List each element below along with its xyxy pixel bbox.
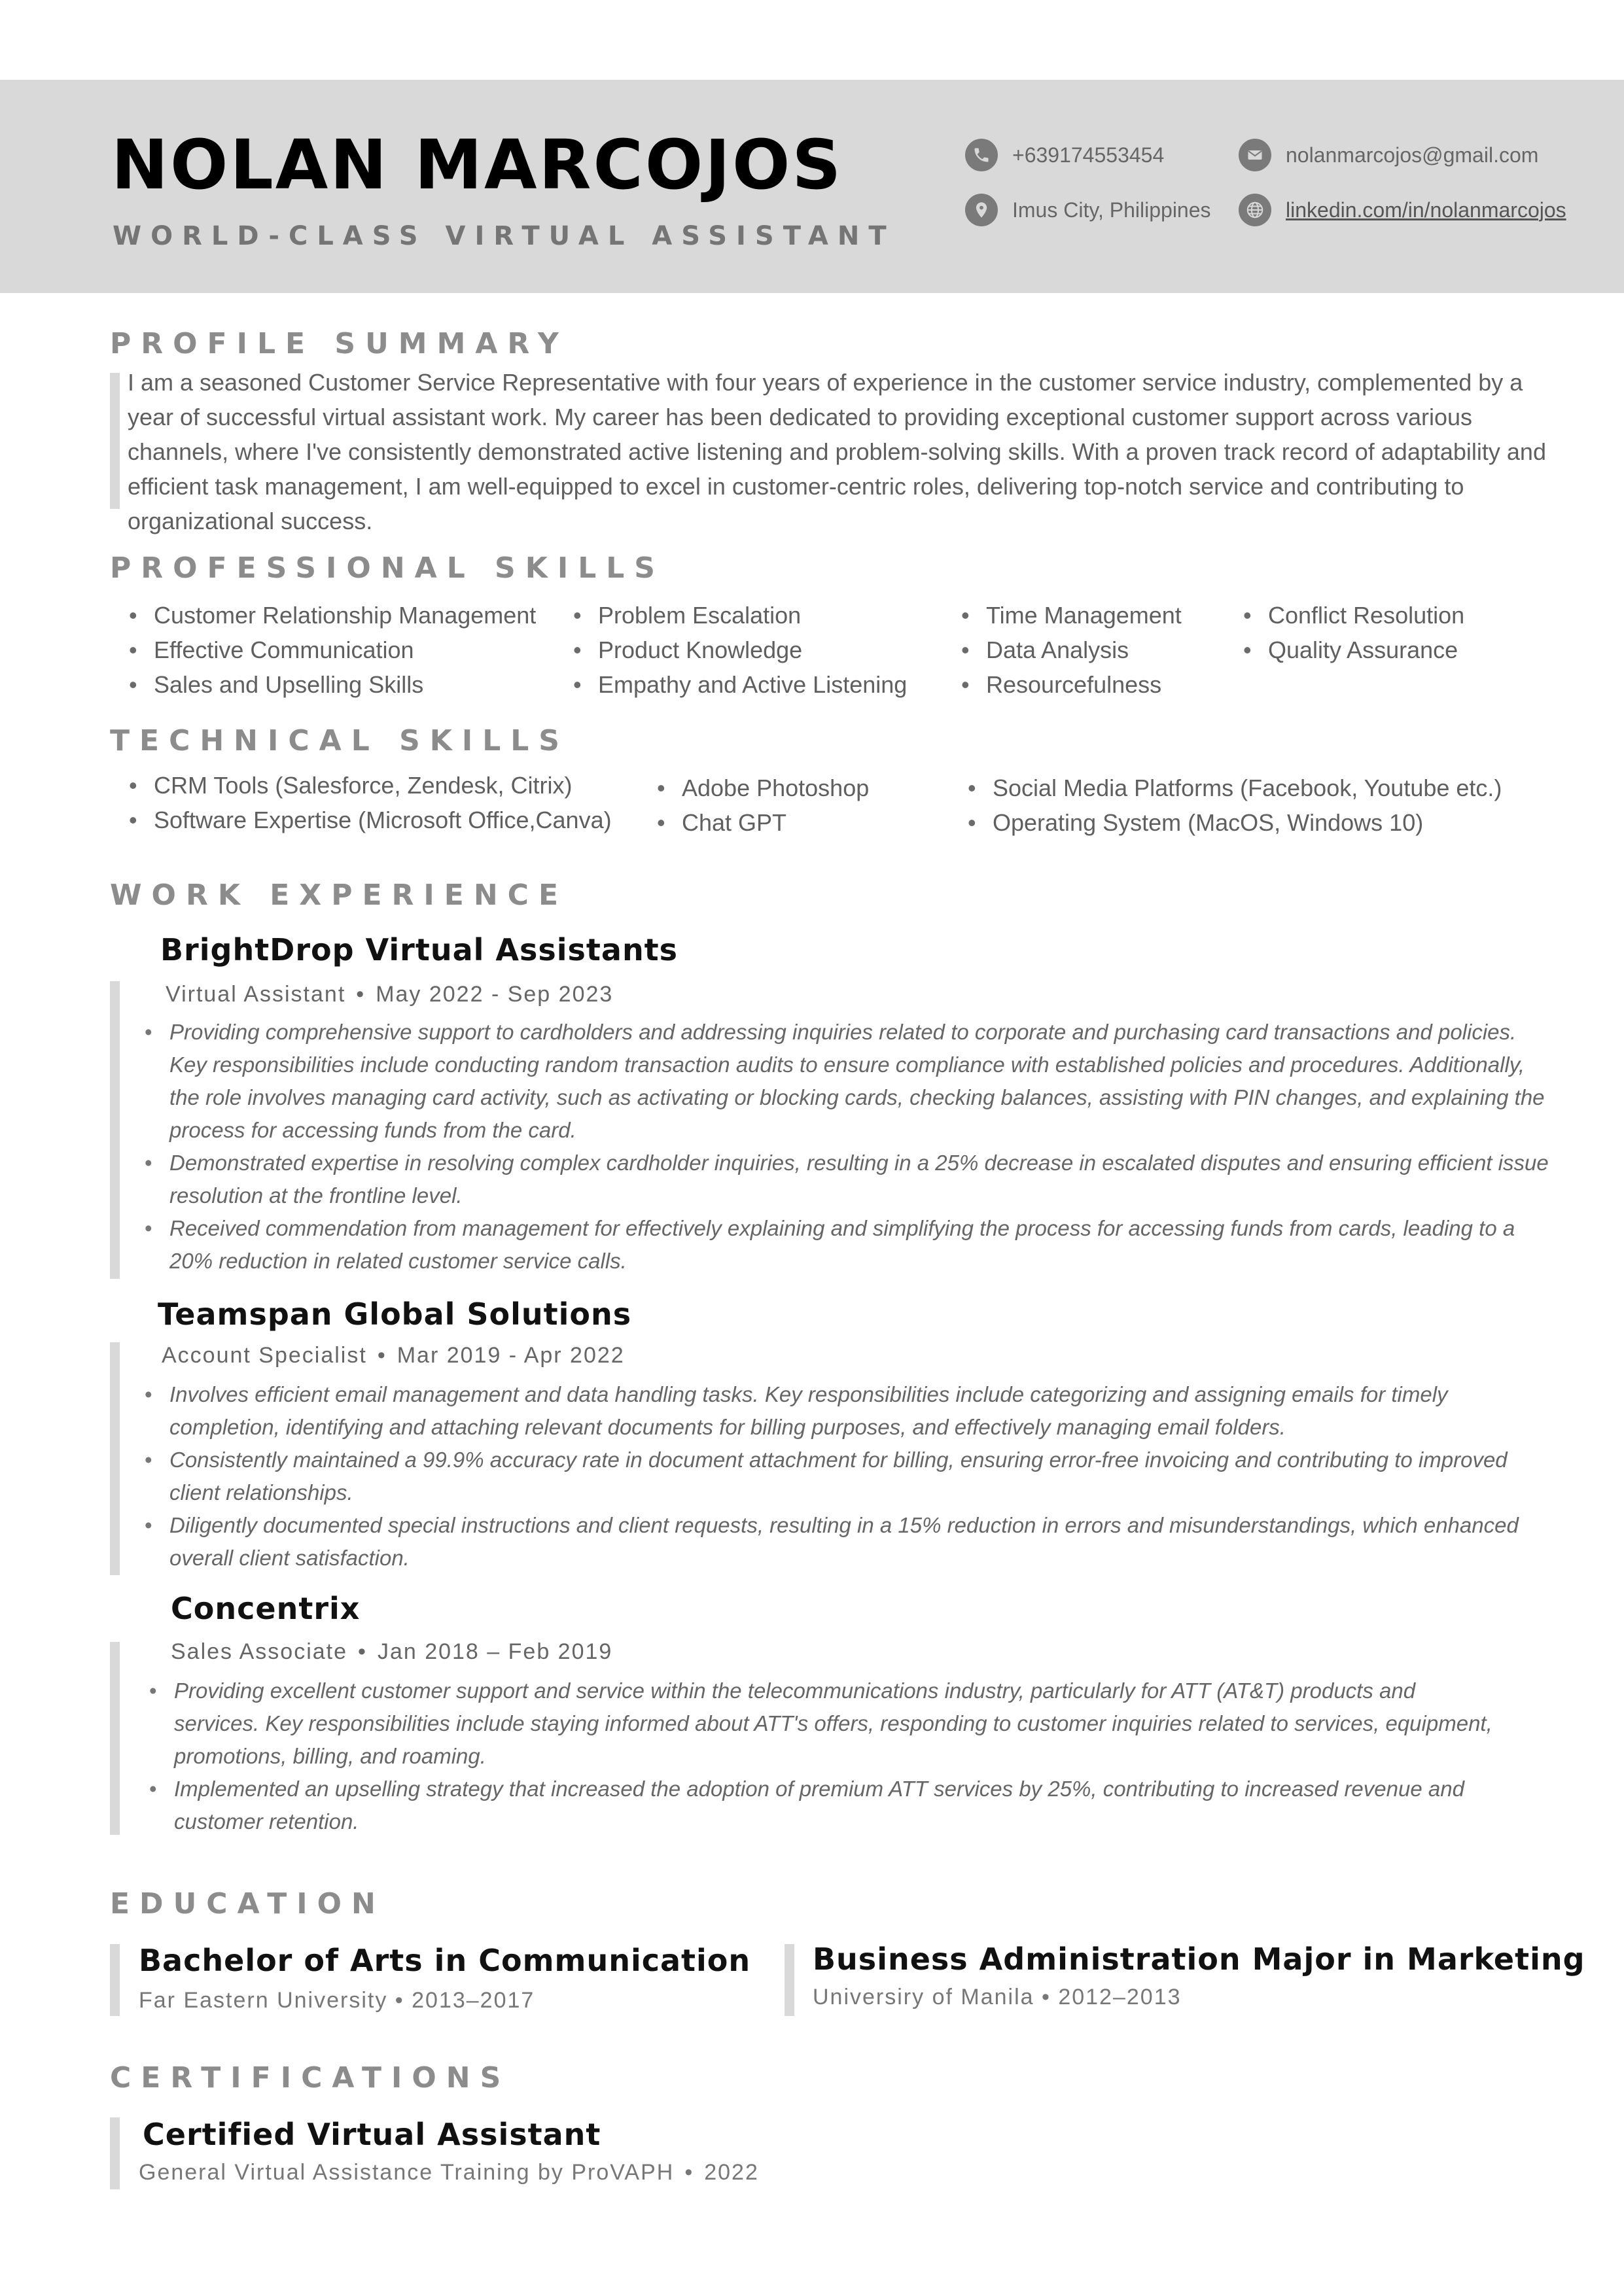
technical-skills-col-3: [966, 771, 1502, 840]
professional-skills-col-3: [960, 598, 1182, 702]
skill-item: • Empathy and Active Listening: [572, 667, 907, 702]
job-bullet: • Demonstrated expertise in resolving complex cardholder inquiries, resulting in a 25% decrease in escalated disputes and ensuring efficient issue resolution at the frontline level.: [139, 1147, 1559, 1212]
professional-skills-col-4: [1242, 598, 1464, 667]
job-bullet: • Consistently maintained a 99.9% accuracy rate in document attachment for billing, ensuring error-free invoicing and contributing to improved client relationships.: [139, 1444, 1546, 1509]
job-bullet: • Diligently documented special instructions and client requests, resulting in a 15% reduction in errors and misunderstandings, which enhanced overall client satisfaction.: [139, 1509, 1546, 1574]
job-bullets: [139, 1378, 1546, 1574]
skill-item: • Data Analysis: [960, 633, 1182, 667]
contact-location: [965, 194, 1211, 226]
phone-text: +639174553454: [1012, 143, 1165, 167]
education-meta: Far Eastern University • 2013–2017: [139, 1988, 535, 2013]
job-role: Account Specialist: [162, 1343, 367, 1368]
separator-dot: •: [684, 2160, 694, 2185]
skill-item: • Sales and Upselling Skills: [128, 667, 536, 702]
separator-dot: •: [377, 1343, 387, 1368]
education-heading: EDUCATION: [110, 1887, 385, 1921]
linkedin-link[interactable]: linkedin.com/in/nolanmarcojos: [1286, 198, 1566, 222]
candidate-name: NOLAN MARCOJOS: [111, 125, 843, 205]
education-bar: [785, 1944, 794, 2016]
skill-item: • CRM Tools (Salesforce, Zendesk, Citrix): [128, 768, 612, 803]
skill-item: • Conflict Resolution: [1242, 598, 1464, 633]
contact-linkedin: [1239, 194, 1566, 226]
certifications-heading: CERTIFICATIONS: [110, 2061, 511, 2095]
job-bullets: [144, 1675, 1498, 1838]
contact-email: [1239, 139, 1538, 171]
job-bullets: [139, 1016, 1559, 1278]
job-role: Virtual Assistant: [166, 982, 346, 1007]
envelope-icon: [1239, 139, 1271, 171]
work-experience-heading: WORK EXPERIENCE: [110, 878, 568, 912]
job-dates: Mar 2019 - Apr 2022: [397, 1343, 625, 1368]
skill-item: • Operating System (MacOS, Windows 10): [966, 805, 1502, 840]
profile-summary-heading: PROFILE SUMMARY: [110, 327, 569, 360]
skill-item: • Problem Escalation: [572, 598, 907, 633]
degree-title: Bachelor of Arts in Communication: [139, 1943, 751, 1978]
professional-skills-col-1: [128, 598, 536, 702]
job-bullet: • Involves efficient email management and data handling tasks. Key responsibilities include categorizing and assigning emails for timely completion, identifying and attaching relevant documents for billing purposes, and effectively managing email folders.: [139, 1378, 1546, 1444]
separator-dot: •: [356, 982, 366, 1007]
job-meta: [171, 1639, 612, 1665]
skill-item: • Software Expertise (Microsoft Office,Canva): [128, 803, 612, 837]
technical-skills-heading: TECHNICAL SKILLS: [110, 724, 569, 757]
certification-meta: [139, 2160, 759, 2185]
skill-item: • Quality Assurance: [1242, 633, 1464, 667]
school-name: Universiry of Manila: [813, 1985, 1034, 2009]
job-role: Sales Associate: [171, 1639, 348, 1664]
separator-dot: •: [358, 1639, 367, 1664]
email-text[interactable]: nolanmarcojos@gmail.com: [1286, 143, 1539, 167]
job-bullet: • Implemented an upselling strategy that increased the adoption of premium ATT services by 25%, contributing to increased revenue and customer retention.: [144, 1773, 1498, 1838]
skill-item: • Adobe Photoshop: [656, 771, 869, 805]
education-years: 2012–2013: [1058, 1985, 1182, 2009]
job-meta: [162, 1343, 625, 1368]
job-dates: Jan 2018 – Feb 2019: [377, 1639, 613, 1664]
education-meta: Universiry of Manila • 2012–2013: [813, 1985, 1182, 2009]
company-name: Concentrix: [171, 1591, 361, 1626]
technical-skills-col-2: [656, 771, 869, 840]
certification-title: Certified Virtual Assistant: [143, 2117, 601, 2152]
certification-issuer: General Virtual Assistance Training by ProVAPH: [139, 2160, 675, 2185]
skill-item: • Time Management: [960, 598, 1182, 633]
skill-item: • Chat GPT: [656, 805, 869, 840]
location-text: Imus City, Philippines: [1012, 198, 1211, 222]
phone-icon: [965, 139, 998, 171]
contact-phone: [965, 139, 1164, 171]
skill-item: • Resourcefulness: [960, 667, 1182, 702]
skill-item: • Customer Relationship Management: [128, 598, 536, 633]
job-dates: May 2022 - Sep 2023: [376, 982, 614, 1007]
profile-summary-text: I am a seasoned Customer Service Representative with four years of experience in the customer service industry, complemented by a year of successful virtual assistant work. My career has been dedicated to providing exceptional customer support across various channels, where I've consistently demonstrated active listening and problem-solving skills. With a proven track record of adaptability and efficient task management, I am well-equipped to excel in customer-centric roles, delivering top-notch service and contributing to organizational success.: [128, 369, 1546, 534]
map-pin-icon: [965, 194, 998, 226]
certification-year: 2022: [704, 2160, 759, 2185]
job-meta: [166, 982, 613, 1007]
job-bar: [110, 1642, 120, 1835]
skill-item: • Product Knowledge: [572, 633, 907, 667]
job-bullet: • Received commendation from management for effectively explaining and simplifying the process for accessing funds from cards, leading to a 20% reduction in related customer service calls.: [139, 1212, 1559, 1278]
company-name: BrightDrop Virtual Assistants: [160, 932, 679, 967]
candidate-title: WORLD-CLASS VIRTUAL ASSISTANT: [113, 221, 896, 251]
technical-skills-col-1: [128, 768, 612, 837]
skill-item: • Social Media Platforms (Facebook, Youtube etc.): [966, 771, 1502, 805]
job-bullet: • Providing excellent customer support and service within the telecommunications industry, particularly for ATT (AT&T) products and services. Key responsibilities include staying informed about ATT's offers, responding to customer inquiries related to services, equipment, promotions, billing, and roaming.: [144, 1675, 1498, 1773]
company-name: Teamspan Global Solutions: [158, 1296, 632, 1332]
professional-skills-col-2: [572, 598, 907, 702]
job-bar: [110, 1342, 120, 1575]
globe-icon: [1239, 194, 1271, 226]
summary-bar: [110, 373, 120, 509]
school-name: Far Eastern University: [139, 1988, 388, 2013]
certification-bar: [110, 2117, 120, 2189]
degree-title: Business Administration Major in Marketing: [813, 1941, 1585, 1977]
education-years: 2013–2017: [412, 1988, 535, 2013]
education-bar: [110, 1944, 120, 2016]
job-bullet: • Providing comprehensive support to cardholders and addressing inquiries related to corporate and purchasing card transactions and policies. Key responsibilities include conducting random transaction audits to ensure compliance with established policies and procedures. Additionally, the role involves managing card activity, such as activating or blocking cards, checking balances, assisting with PIN changes, and explaining the process for accessing funds from the card.: [139, 1016, 1559, 1147]
skill-item: • Effective Communication: [128, 633, 536, 667]
professional-skills-heading: PROFESSIONAL SKILLS: [110, 551, 665, 585]
job-bar: [110, 981, 120, 1279]
